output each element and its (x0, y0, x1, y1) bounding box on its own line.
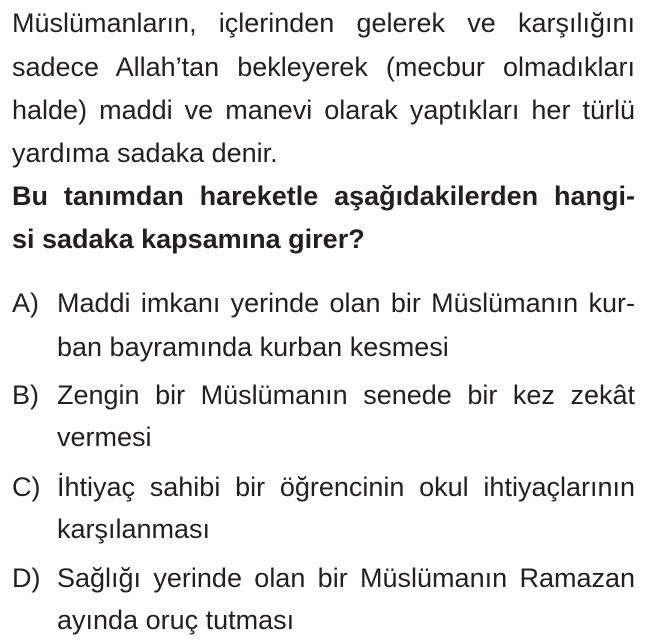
question-line: si sadaka kapsamına girer? (12, 224, 365, 254)
option-letter: B) (12, 380, 39, 410)
option-text: ayında oruç tutması (57, 605, 295, 635)
option-text: ban bayramında kurban kesmesi (57, 332, 449, 362)
option-text: karşılanması (57, 514, 211, 544)
passage-line: halde) maddi ve manevi olarak yaptıkları her türlü (12, 95, 635, 125)
question-line: Bu tanımdan hareketle aşağıdakilerden hangi- (12, 181, 635, 211)
option-letter: C) (12, 472, 41, 502)
passage-line: Müslümanların, içlerinden gelerek ve karşılığını (12, 8, 635, 38)
passage-line: sadece Allah’tan bekleyerek (mecbur olmadıkları (12, 52, 635, 82)
option-text: İhtiyaç sahibi bir öğrencinin okul ihtiyaçlarının (57, 472, 635, 502)
option-text: Zengin bir Müslümanın senede bir kez zekât (57, 380, 635, 410)
option-text: Maddi imkanı yerinde olan bir Müslümanın kur- (57, 288, 635, 318)
option-letter: D) (12, 563, 41, 593)
passage-line: yardıma sadaka denir. (12, 138, 278, 168)
option-letter: A) (12, 288, 39, 318)
option-text: Sağlığı yerinde olan bir Müslümanın Ramazan (57, 563, 635, 593)
option-text: vermesi (57, 422, 152, 452)
